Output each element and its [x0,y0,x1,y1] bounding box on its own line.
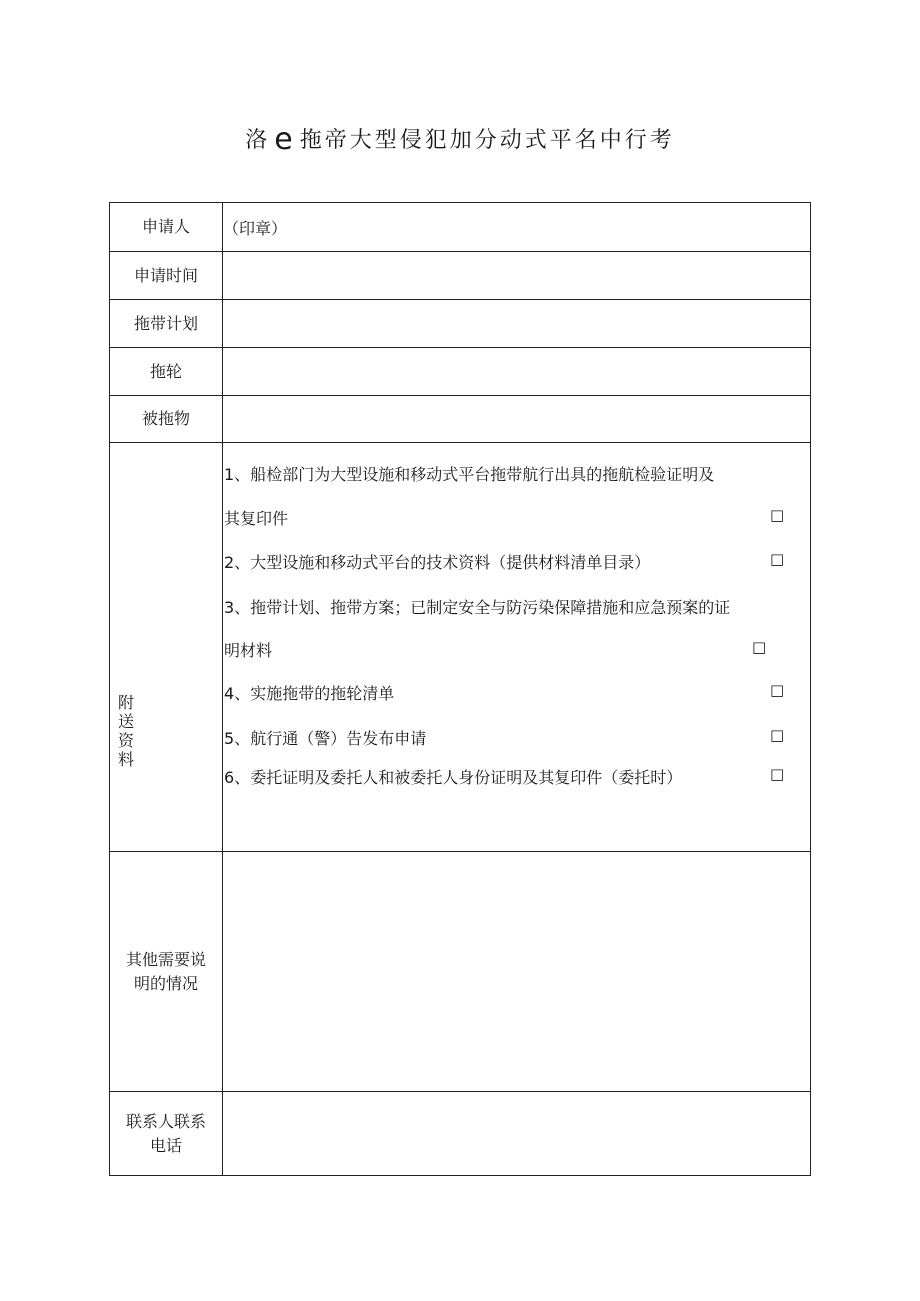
other-info-field[interactable] [223,852,811,1092]
attachment-item-3-cont: 明材料 [224,641,273,660]
towing-plan-label: 拖带计划 [110,300,223,348]
contact-row [110,1092,811,1176]
contact-label: 联系人联系 电话 [110,1092,223,1176]
attachment-item-4: 4、实施拖带的拖轮清单 [224,684,395,703]
tugboat-row [110,348,811,396]
attachment-6-checkbox[interactable]: □ [770,765,785,783]
towed-object-label: 被拖物 [110,396,223,443]
towed-object-field[interactable] [223,396,811,443]
apply-time-row [110,252,811,300]
attachment-item-1: 1、船检部门为大型设施和移动式平台拖带航行出具的拖航检验证明及 [224,465,715,484]
towing-plan-row [110,300,811,348]
attachment-4-checkbox[interactable]: □ [770,681,785,699]
other-info-row [110,852,811,1092]
attachment-item-2: 2、大型设施和移动式平台的技术资料（提供材料清单目录） [224,553,651,572]
towing-plan-field[interactable] [223,300,811,348]
applicant-label: 申请人 [110,203,223,252]
towed-object-row [110,396,811,443]
attachment-5-checkbox[interactable]: □ [770,726,785,744]
apply-time-field[interactable] [223,252,811,300]
apply-time-label: 申请时间 [110,252,223,300]
attachment-1-checkbox[interactable]: □ [770,506,785,524]
attachments-row [110,443,811,852]
other-info-label: 其他需要说 明的情况 [110,852,223,1092]
attachments-label: 附 送 资 料 [110,443,223,852]
applicant-row [110,203,811,252]
tugboat-field[interactable] [223,348,811,396]
page-title: 洛 e 拖帝大型侵犯加分动式平名中行考 [245,122,675,157]
attachment-item-6: 6、委托证明及委托人和被委托人身份证明及其复印件（委托时） [224,768,683,787]
attachment-3-checkbox[interactable]: □ [752,638,767,656]
tugboat-label: 拖轮 [110,348,223,396]
attachments-list [223,443,811,852]
contact-field[interactable] [223,1092,811,1176]
applicant-field[interactable]: （印章） [223,203,811,252]
attachment-item-3: 3、拖带计划、拖带方案；已制定安全与防污染保障措施和应急预案的证 [224,598,731,617]
application-form-table [109,202,811,1176]
attachment-item-5: 5、航行通（警）告发布申请 [224,729,427,748]
attachment-2-checkbox[interactable]: □ [770,550,785,568]
attachment-item-1-cont: 其复印件 [224,509,289,528]
